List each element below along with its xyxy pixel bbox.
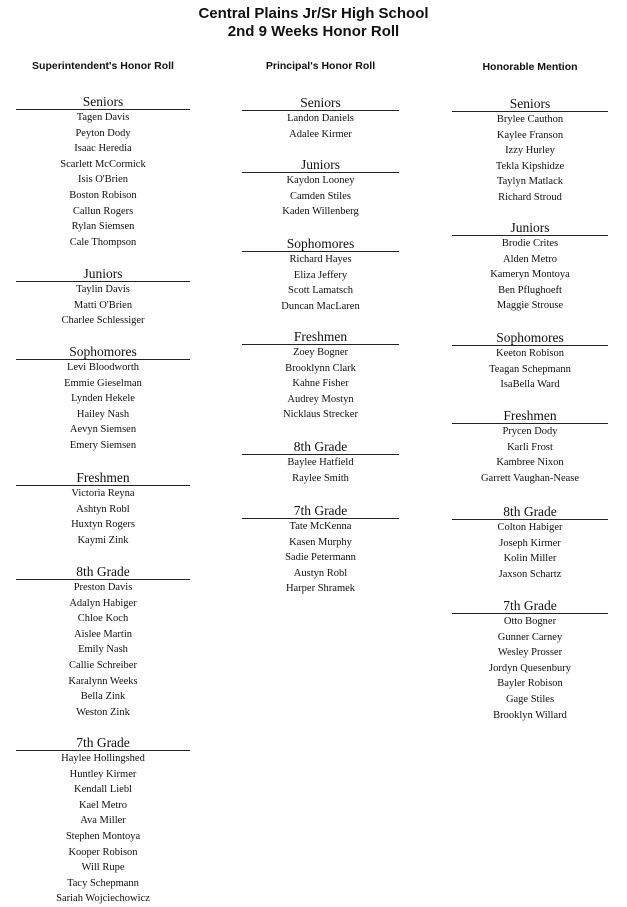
student-name: Gunner Carney <box>497 631 563 643</box>
student-name: Raylee Smith <box>292 472 349 484</box>
student-name: Otto Bogner <box>503 616 557 627</box>
student-name: Kolin Miller <box>503 553 557 565</box>
student-name: Charlee Schlessiger <box>61 315 145 327</box>
grade-section <box>242 329 399 423</box>
student-name: Taylyn Matlack <box>496 176 564 188</box>
student-name: Bella Zink <box>80 691 126 703</box>
grade-section <box>452 598 608 723</box>
student-list <box>16 110 190 250</box>
student-list <box>452 346 608 393</box>
student-name: Prycen Dody <box>502 426 558 437</box>
student-name: Haylee Hollingshed <box>61 753 145 764</box>
student-name: Tagen Davis <box>76 112 130 123</box>
section-heading: Freshmen <box>76 470 130 485</box>
student-name: Jordyn Quesenbury <box>489 662 571 674</box>
grade-section <box>16 94 190 250</box>
student-name: Peyton Dody <box>75 127 131 139</box>
student-name: Kambree Nixon <box>496 457 564 469</box>
grade-section <box>452 220 608 314</box>
student-name: Karalynn Weeks <box>68 675 138 687</box>
student-name: Ava Miller <box>80 815 126 827</box>
student-list <box>16 486 190 548</box>
student-list <box>242 252 399 314</box>
student-name: Ashtyn Robl <box>76 503 130 515</box>
student-name: Maggie Strouse <box>496 300 564 312</box>
student-name: Ben Pflughoeft <box>498 284 562 296</box>
student-name: Jaxson Schartz <box>498 568 562 580</box>
section-heading: Juniors <box>510 220 550 235</box>
grade-section <box>452 96 608 206</box>
section-heading: 7th Grade <box>293 503 348 518</box>
student-list <box>16 751 190 907</box>
student-name: Hailey Nash <box>76 408 130 420</box>
student-list <box>242 173 399 220</box>
student-name: Kaden Willenberg <box>282 206 359 218</box>
student-name: Callun Rogers <box>72 205 134 217</box>
student-name: Zoey Bogner <box>292 347 349 358</box>
student-name: Keeton Robison <box>496 348 564 359</box>
student-name: Huntley Kirmer <box>69 768 137 780</box>
student-name: Camden Stiles <box>290 190 351 202</box>
student-name: Lynden Hekele <box>71 393 135 405</box>
student-name: Kahne Fisher <box>292 378 349 390</box>
student-name: Eliza Jeffery <box>293 269 348 281</box>
student-name: Emmie Gieselman <box>64 377 142 389</box>
student-name: Brooklynn Clark <box>285 362 356 374</box>
student-name: Kael Metro <box>78 799 128 811</box>
student-name: Brylee Cauthon <box>496 114 564 125</box>
student-name: Isaac Heredia <box>74 143 132 155</box>
student-list <box>242 455 399 486</box>
student-name: Chloe Koch <box>77 613 129 625</box>
section-heading: Seniors <box>82 94 124 109</box>
student-name: Izzy Hurley <box>505 145 555 157</box>
student-name: Landon Daniels <box>287 113 354 124</box>
student-list <box>16 282 190 329</box>
student-name: Levi Bloodworth <box>66 362 140 373</box>
grade-section <box>242 236 399 314</box>
student-name: Emery Siemsen <box>69 439 137 451</box>
section-heading: Freshmen <box>293 329 348 344</box>
section-heading: Sophomores <box>496 330 564 345</box>
student-name: Tate McKenna <box>289 521 352 532</box>
student-name: Nicklaus Strecker <box>283 409 358 421</box>
student-name: Sadie Petermann <box>285 552 356 564</box>
grade-section <box>452 504 608 582</box>
grade-section <box>16 344 190 454</box>
student-list <box>16 580 190 720</box>
student-name: Will Rupe <box>81 862 125 874</box>
column-heading: Honorable Mention <box>482 61 578 73</box>
student-name: Kooper Robison <box>68 846 138 858</box>
student-name: IsaBella Ward <box>500 379 560 391</box>
student-name: Wesley Prosser <box>497 647 563 659</box>
student-name: Boston Robison <box>69 189 137 201</box>
student-name: Harper Shramek <box>285 583 356 595</box>
student-name: Taylin Davis <box>76 284 130 295</box>
student-name: Bayler Robison <box>497 678 563 690</box>
student-list <box>452 424 608 486</box>
student-name: Garrett Vaughan-Nease <box>480 472 580 484</box>
student-name: Joseph Kirmer <box>499 537 561 549</box>
student-name: Emily Nash <box>78 644 128 656</box>
student-name: Scott Lamatsch <box>287 285 354 297</box>
student-name: Aevyn Siemsen <box>69 424 137 436</box>
section-heading: Freshmen <box>503 408 557 423</box>
grade-section <box>16 266 190 329</box>
grade-section <box>16 564 190 720</box>
student-name: Weston Zink <box>76 706 130 718</box>
student-list <box>242 345 399 423</box>
column-heading: Principal's Honor Roll <box>265 60 376 72</box>
section-heading: 7th Grade <box>76 735 130 750</box>
grade-section <box>242 95 399 142</box>
student-name: Teagan Schepmann <box>489 363 571 375</box>
student-name: Matti O'Brien <box>73 299 133 311</box>
student-name: Kendall Liebl <box>73 784 133 796</box>
student-list <box>452 520 608 582</box>
student-name: Brodie Crites <box>501 238 559 249</box>
student-name: Baylee Hatfield <box>287 457 354 468</box>
student-name: Aislee Martin <box>73 628 133 640</box>
section-heading: Seniors <box>300 95 341 110</box>
student-name: Stephen Montoya <box>65 830 141 842</box>
grade-section <box>16 470 190 548</box>
student-name: Kaymi Zink <box>77 534 129 546</box>
student-name: Cale Thompson <box>69 236 137 248</box>
student-name: Callie Schreiber <box>69 659 137 671</box>
student-name: Kaylee Franson <box>496 129 564 141</box>
student-name: Alden Metro <box>503 253 557 265</box>
grade-section <box>16 735 190 907</box>
student-list <box>452 614 608 723</box>
student-name: Gage Stiles <box>505 693 555 705</box>
student-name: Kaydon Looney <box>286 175 355 186</box>
grade-section <box>452 330 608 393</box>
section-heading: 8th Grade <box>76 564 130 579</box>
student-name: Tekla Kipshidze <box>495 160 565 172</box>
student-list <box>242 111 399 142</box>
student-name: Scarlett McCormick <box>60 158 146 170</box>
student-list <box>452 236 608 314</box>
student-name: Tacy Schepmann <box>67 877 139 889</box>
document-title: Central Plains Jr/Sr High School <box>198 5 429 22</box>
section-heading: Sophomores <box>286 236 355 251</box>
grade-section <box>242 503 399 597</box>
student-name: Victoria Reyna <box>71 488 135 499</box>
section-heading: Seniors <box>509 96 551 111</box>
student-name: Rylan Siemsen <box>71 221 135 233</box>
student-list <box>242 519 399 597</box>
student-name: Richard Stroud <box>498 191 562 203</box>
section-heading: Sophomores <box>69 344 137 359</box>
section-heading: 8th Grade <box>293 439 348 454</box>
student-name: Isis O'Brien <box>77 174 128 186</box>
student-list <box>452 112 608 206</box>
column-heading: Superintendent's Honor Roll <box>32 60 174 72</box>
section-heading: 8th Grade <box>503 504 557 519</box>
student-name: Austyn Robl <box>293 567 348 579</box>
student-name: Adalee Kirmer <box>289 128 352 140</box>
student-name: Sariah Wojciechowicz <box>56 893 150 905</box>
student-name: Preston Davis <box>73 582 133 593</box>
student-name: Kameryn Montoya <box>490 269 570 281</box>
student-name: Brooklyn Willard <box>493 709 567 721</box>
section-heading: Juniors <box>300 157 340 172</box>
student-list <box>16 360 190 454</box>
student-name: Huxtyn Rogers <box>71 519 135 531</box>
student-name: Duncan MacLaren <box>281 300 360 312</box>
student-name: Kasen Murphy <box>289 536 352 548</box>
grade-section <box>242 439 399 486</box>
document-subtitle: 2nd 9 Weeks Honor Roll <box>227 23 400 40</box>
grade-section <box>242 157 399 220</box>
student-name: Richard Hayes <box>289 254 352 265</box>
grade-section <box>452 408 608 486</box>
student-name: Adalyn Habiger <box>69 597 137 609</box>
section-heading: Juniors <box>83 266 123 281</box>
student-name: Karli Frost <box>507 441 553 453</box>
student-name: Audrey Mostyn <box>287 393 354 405</box>
section-heading: 7th Grade <box>503 598 557 613</box>
student-name: Colton Habiger <box>497 522 563 533</box>
